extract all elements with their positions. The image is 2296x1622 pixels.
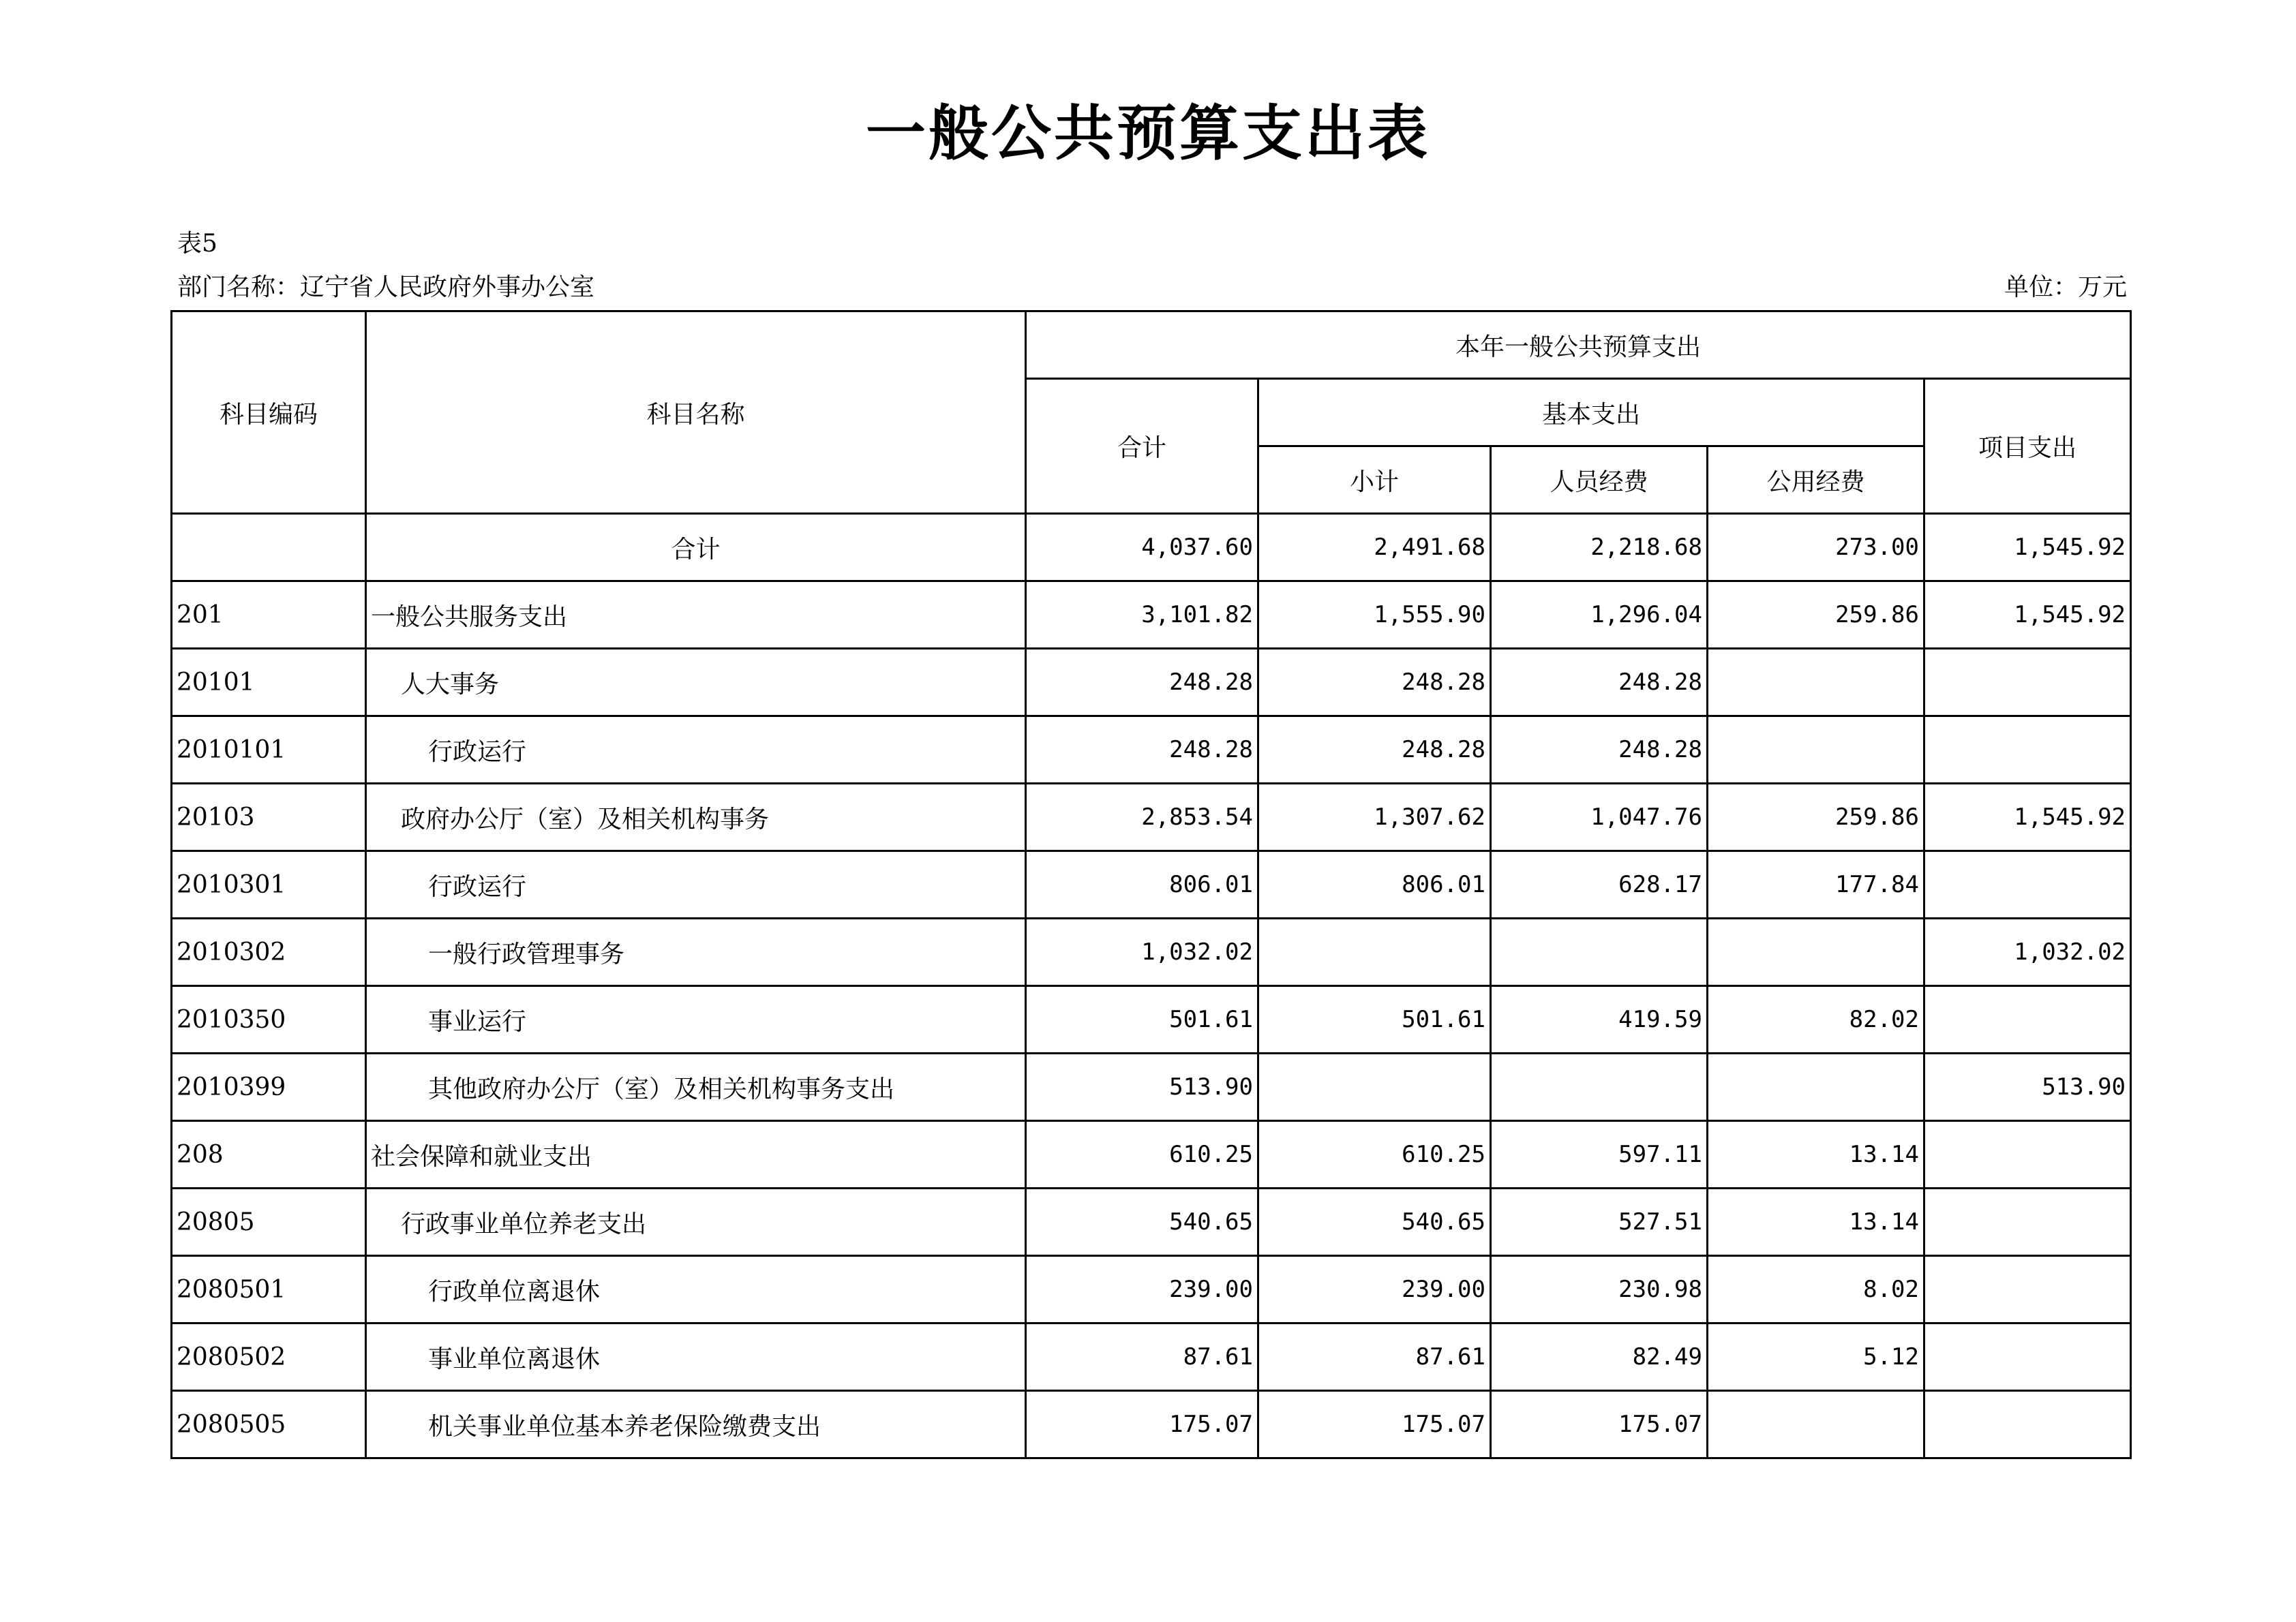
cell-subtotal: 610.25 <box>1258 1121 1491 1189</box>
cell-personnel <box>1491 919 1708 986</box>
table-row <box>172 1189 2131 1256</box>
cell-code: 20103 <box>172 784 366 851</box>
cell-name: 合计 <box>366 514 1026 581</box>
cell-total: 513.90 <box>1026 1054 1258 1121</box>
cell-total: 610.25 <box>1026 1121 1258 1189</box>
cell-project <box>1924 1121 2131 1189</box>
header-basic: 基本支出 <box>1258 379 1924 446</box>
cell-public: 273.00 <box>1708 514 1924 581</box>
cell-subtotal: 87.61 <box>1258 1323 1491 1391</box>
header-name: 科目名称 <box>366 311 1026 514</box>
cell-personnel: 2,218.68 <box>1491 514 1708 581</box>
cell-public: 13.14 <box>1708 1121 1924 1189</box>
table-row <box>172 851 2131 919</box>
cell-public: 259.86 <box>1708 581 1924 649</box>
cell-public: 8.02 <box>1708 1256 1924 1323</box>
cell-total: 4,037.60 <box>1026 514 1258 581</box>
cell-name: 一般公共服务支出 <box>366 581 1026 649</box>
cell-subtotal: 806.01 <box>1258 851 1491 919</box>
cell-code: 2010350 <box>172 986 366 1054</box>
cell-project: 513.90 <box>1924 1054 2131 1121</box>
cell-subtotal: 175.07 <box>1258 1391 1491 1458</box>
cell-personnel: 628.17 <box>1491 851 1708 919</box>
table-row <box>172 649 2131 716</box>
cell-project <box>1924 716 2131 784</box>
table-row <box>172 1391 2131 1458</box>
cell-subtotal <box>1258 919 1491 986</box>
cell-project: 1,545.92 <box>1924 581 2131 649</box>
cell-project <box>1924 986 2131 1054</box>
cell-name: 一般行政管理事务 <box>366 919 1026 986</box>
page-title: 一般公共预算支出表 <box>865 97 1430 168</box>
cell-public <box>1708 919 1924 986</box>
cell-name: 社会保障和就业支出 <box>366 1121 1026 1189</box>
cell-code: 208 <box>172 1121 366 1189</box>
cell-personnel: 1,047.76 <box>1491 784 1708 851</box>
unit-label: 单位：万元 <box>2004 273 2127 301</box>
cell-public: 177.84 <box>1708 851 1924 919</box>
cell-name: 其他政府办公厅（室）及相关机构事务支出 <box>366 1054 1026 1121</box>
table-row <box>172 784 2131 851</box>
cell-subtotal: 1,307.62 <box>1258 784 1491 851</box>
cell-total: 540.65 <box>1026 1189 1258 1256</box>
cell-subtotal: 2,491.68 <box>1258 514 1491 581</box>
table-body <box>172 514 2131 1458</box>
cell-total: 806.01 <box>1026 851 1258 919</box>
cell-personnel: 248.28 <box>1491 716 1708 784</box>
cell-code: 20805 <box>172 1189 366 1256</box>
cell-total: 248.28 <box>1026 716 1258 784</box>
cell-project: 1,545.92 <box>1924 514 2131 581</box>
cell-public <box>1708 1054 1924 1121</box>
cell-total: 3,101.82 <box>1026 581 1258 649</box>
cell-name: 事业运行 <box>366 986 1026 1054</box>
budget-table <box>170 310 2132 1459</box>
cell-code: 201 <box>172 581 366 649</box>
cell-subtotal: 1,555.90 <box>1258 581 1491 649</box>
table-row <box>172 1054 2131 1121</box>
cell-name: 事业单位离退休 <box>366 1323 1026 1391</box>
cell-total: 87.61 <box>1026 1323 1258 1391</box>
table-row <box>172 716 2131 784</box>
cell-project <box>1924 1189 2131 1256</box>
cell-personnel: 248.28 <box>1491 649 1708 716</box>
table-row <box>172 1323 2131 1391</box>
cell-total: 2,853.54 <box>1026 784 1258 851</box>
cell-code: 20101 <box>172 649 366 716</box>
table-number: 表5 <box>177 230 217 258</box>
cell-project <box>1924 649 2131 716</box>
header-project: 项目支出 <box>1924 379 2131 514</box>
cell-code: 2080501 <box>172 1256 366 1323</box>
cell-personnel: 597.11 <box>1491 1121 1708 1189</box>
cell-personnel <box>1491 1054 1708 1121</box>
cell-project: 1,545.92 <box>1924 784 2131 851</box>
cell-code: 2010101 <box>172 716 366 784</box>
cell-name: 行政运行 <box>366 851 1026 919</box>
cell-project <box>1924 1391 2131 1458</box>
cell-code: 2010302 <box>172 919 366 986</box>
cell-code: 2080505 <box>172 1391 366 1458</box>
cell-code: 2010301 <box>172 851 366 919</box>
cell-public: 259.86 <box>1708 784 1924 851</box>
cell-name: 人大事务 <box>366 649 1026 716</box>
cell-subtotal: 248.28 <box>1258 649 1491 716</box>
table-row <box>172 986 2131 1054</box>
cell-total: 239.00 <box>1026 1256 1258 1323</box>
header-public: 公用经费 <box>1708 446 1924 514</box>
cell-personnel: 527.51 <box>1491 1189 1708 1256</box>
cell-name: 行政事业单位养老支出 <box>366 1189 1026 1256</box>
cell-code: 2080502 <box>172 1323 366 1391</box>
cell-subtotal: 501.61 <box>1258 986 1491 1054</box>
cell-public: 5.12 <box>1708 1323 1924 1391</box>
cell-project <box>1924 1323 2131 1391</box>
cell-code <box>172 514 366 581</box>
cell-total: 175.07 <box>1026 1391 1258 1458</box>
cell-subtotal: 239.00 <box>1258 1256 1491 1323</box>
cell-subtotal <box>1258 1054 1491 1121</box>
cell-total: 248.28 <box>1026 649 1258 716</box>
cell-name: 行政单位离退休 <box>366 1256 1026 1323</box>
cell-code: 2010399 <box>172 1054 366 1121</box>
cell-personnel: 1,296.04 <box>1491 581 1708 649</box>
cell-name: 政府办公厅（室）及相关机构事务 <box>366 784 1026 851</box>
table-row <box>172 1256 2131 1323</box>
cell-public <box>1708 716 1924 784</box>
header-total: 合计 <box>1026 379 1258 514</box>
cell-personnel: 230.98 <box>1491 1256 1708 1323</box>
cell-public: 13.14 <box>1708 1189 1924 1256</box>
department-name: 部门名称：辽宁省人民政府外事办公室 <box>177 273 595 301</box>
table-row <box>172 581 2131 649</box>
table-row <box>172 1121 2131 1189</box>
table-row <box>172 919 2131 986</box>
header-code: 科目编码 <box>172 311 366 514</box>
header-subtotal: 小计 <box>1258 446 1491 514</box>
cell-public: 82.02 <box>1708 986 1924 1054</box>
header-personnel: 人员经费 <box>1491 446 1708 514</box>
cell-total: 501.61 <box>1026 986 1258 1054</box>
cell-project: 1,032.02 <box>1924 919 2131 986</box>
cell-personnel: 419.59 <box>1491 986 1708 1054</box>
cell-name: 机关事业单位基本养老保险缴费支出 <box>366 1391 1026 1458</box>
cell-subtotal: 540.65 <box>1258 1189 1491 1256</box>
cell-public <box>1708 649 1924 716</box>
cell-project <box>1924 1256 2131 1323</box>
cell-total: 1,032.02 <box>1026 919 1258 986</box>
cell-public <box>1708 1391 1924 1458</box>
cell-name: 行政运行 <box>366 716 1026 784</box>
cell-personnel: 82.49 <box>1491 1323 1708 1391</box>
cell-personnel: 175.07 <box>1491 1391 1708 1458</box>
table-row <box>172 514 2131 581</box>
cell-subtotal: 248.28 <box>1258 716 1491 784</box>
cell-project <box>1924 851 2131 919</box>
header-current-year: 本年一般公共预算支出 <box>1026 311 2131 379</box>
